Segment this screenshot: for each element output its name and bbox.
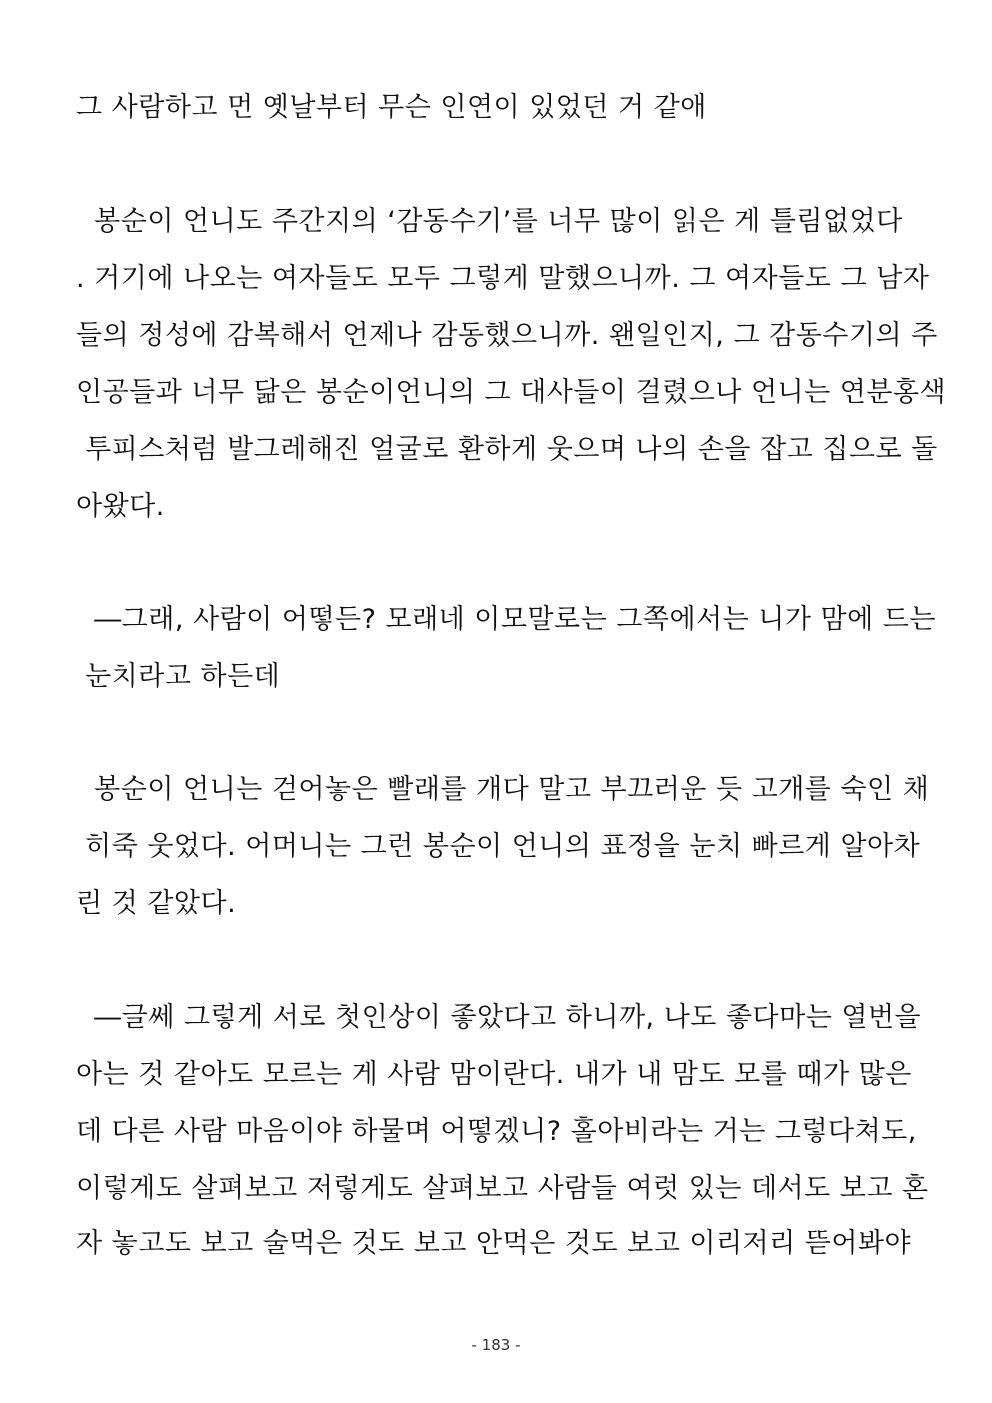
text-line: 투피스처럼 발그레해진 얼굴로 환하게 웃으며 나의 손을 잡고 집으로 돌	[76, 434, 938, 465]
text-line: 히죽 웃었다. 어머니는 그런 봉순이 언니의 표정을 눈치 빠르게 알아차	[76, 831, 921, 862]
text-line: 인공들과 너무 닮은 봉순이언니의 그 대사들이 걸렸으나 언니는 연분홍색	[76, 377, 947, 408]
text-line: . 거기에 나오는 여자들도 모두 그렇게 말했으니까. 그 여자들도 그 남자	[76, 263, 930, 294]
text-line: 아는 것 같아도 모르는 게 사람 맘이란다. 내가 내 맘도 모를 때가 많은	[76, 1059, 912, 1090]
text-line: ―그래, 사람이 어떻든? 모래네 이모말로는 그쪽에서는 니가 맘에 드는	[76, 604, 936, 635]
text-line: 들의 정성에 감복해서 언제나 감동했으니까. 왠일인지, 그 감동수기의 주	[76, 320, 938, 351]
text-line: 데 다른 사람 마음이야 하물며 어떻겠니? 홀아비라는 거는 그렇다쳐도,	[76, 1116, 917, 1147]
text-line: 아왔다.	[76, 491, 165, 522]
text-line: ―글쎄 그렇게 서로 첫인상이 좋았다고 하니까, 나도 좋다마는 열번을	[76, 1002, 922, 1033]
text-line: 이렇게도 살펴보고 저렇게도 살펴보고 사람들 여럿 있는 데서도 보고 혼	[76, 1173, 929, 1204]
text-line: 봉순이 언니는 걷어놓은 빨래를 개다 말고 부끄러운 듯 고개를 숙인 채	[76, 774, 930, 805]
text-line: 그 사람하고 먼 옛날부터 무슨 인연이 있었던 거 같애	[76, 92, 707, 123]
page-number: - 183 -	[471, 1336, 521, 1354]
text-line: 눈치라고 하든데	[76, 661, 281, 692]
text-line: 자 놓고도 보고 술먹은 것도 보고 안먹은 것도 보고 이리저리 뜯어봐야	[76, 1228, 912, 1259]
text-line: 봉순이 언니도 주간지의 ‘감동수기’를 너무 많이 읽은 게 틀림없었다	[76, 206, 903, 237]
text-line: 린 것 같았다.	[76, 888, 237, 919]
